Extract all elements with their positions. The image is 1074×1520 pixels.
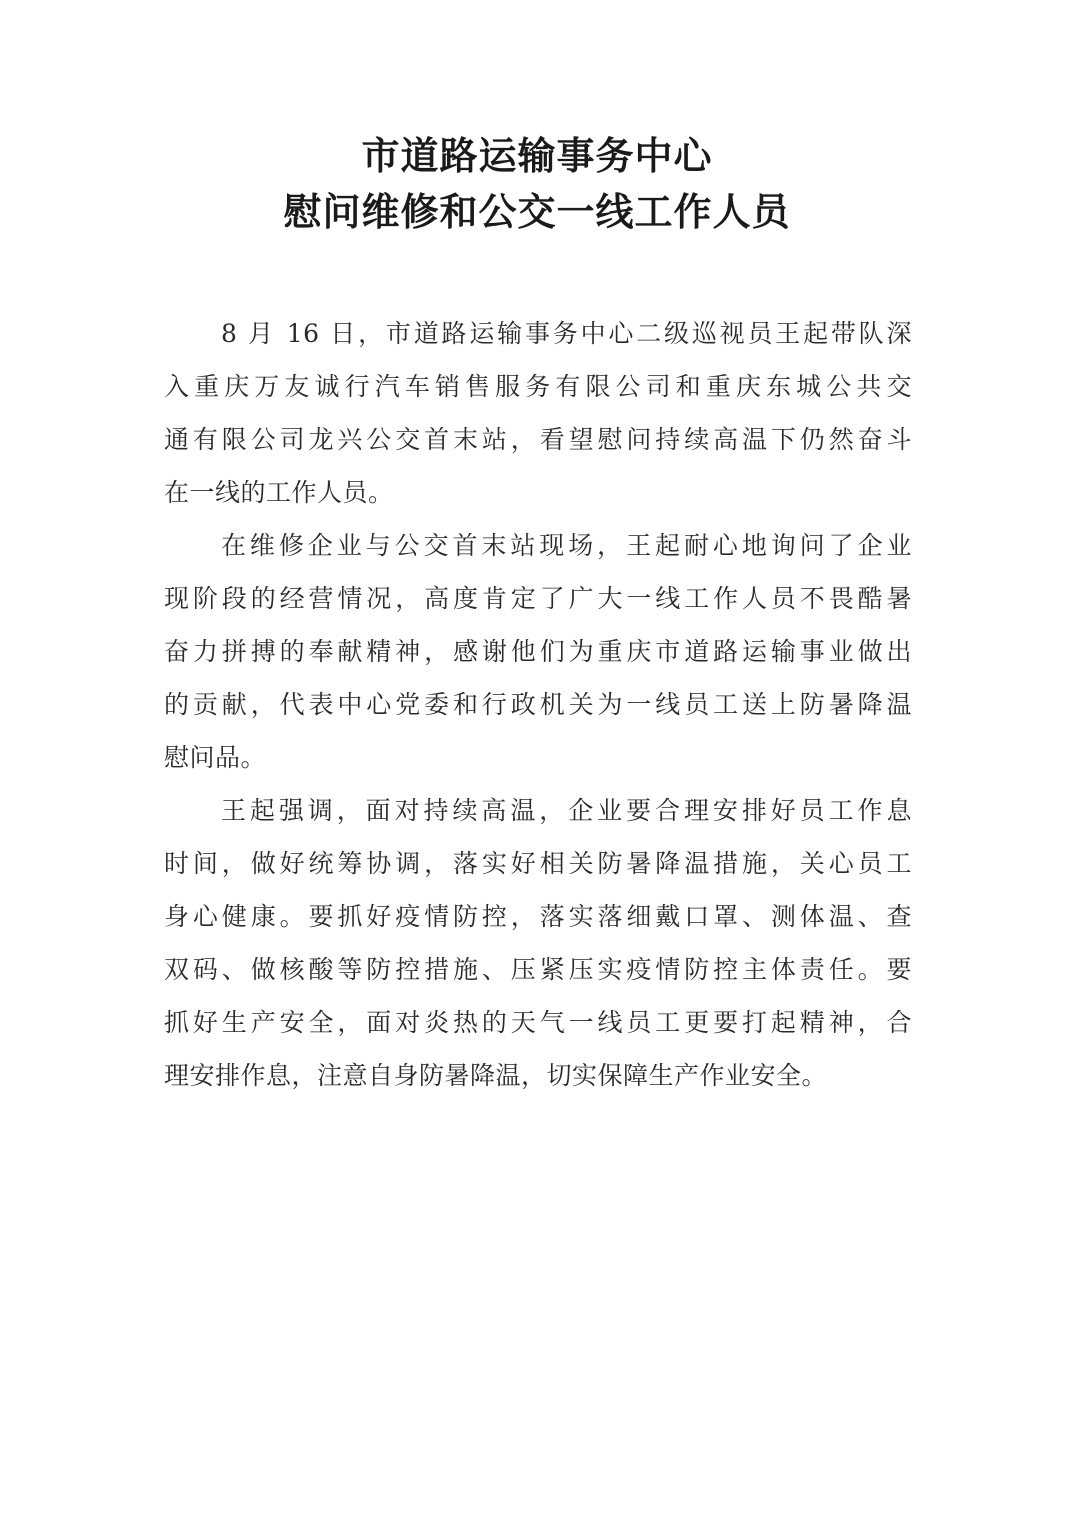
paragraph-3: [164, 784, 912, 1102]
paragraph-line: 在维修企业与公交首末站现场，王起耐心地询问了企业: [221, 531, 912, 560]
paragraph-line: 通有限公司龙兴公交首末站，看望慰问持续高温下仍然奋斗: [164, 425, 912, 454]
paragraph-line: 时间，做好统筹协调，落实好相关防暑降温措施，关心员工: [164, 849, 912, 878]
title-line-1: 市道路运输事务中心: [361, 133, 713, 178]
document-title: [0, 128, 1074, 240]
title-line-2: 慰问维修和公交一线工作人员: [283, 189, 791, 234]
document-body: [164, 307, 912, 1102]
paragraph-line: 在一线的工作人员。: [164, 478, 394, 507]
paragraph-line: 身心健康。要抓好疫情防控，落实落细戴口罩、测体温、查: [164, 902, 912, 931]
paragraph-line: 王起强调，面对持续高温，企业要合理安排好员工作息: [221, 796, 912, 825]
paragraph-line: 抓好生产安全，面对炎热的天气一线员工更要打起精神，合: [164, 1008, 912, 1037]
paragraph-line: 慰问品。: [164, 743, 267, 772]
paragraph-line: 8 月 16 日，市道路运输事务中心二级巡视员王起带队深: [221, 319, 912, 348]
paragraph-1: [164, 307, 912, 519]
paragraph-line: 现阶段的经营情况，高度肯定了广大一线工作人员不畏酷暑: [164, 584, 912, 613]
paragraph-line: 的贡献，代表中心党委和行政机关为一线员工送上防暑降温: [164, 690, 912, 719]
paragraph-line: 双码、做核酸等防控措施、压紧压实疫情防控主体责任。要: [164, 955, 912, 984]
paragraph-2: [164, 519, 912, 784]
paragraph-line: 理安排作息，注意自身防暑降温，切实保障生产作业安全。: [164, 1061, 828, 1090]
paragraph-line: 入重庆万友诚行汽车销售服务有限公司和重庆东城公共交: [164, 372, 912, 401]
paragraph-line: 奋力拼搏的奉献精神，感谢他们为重庆市道路运输事业做出: [164, 637, 912, 666]
